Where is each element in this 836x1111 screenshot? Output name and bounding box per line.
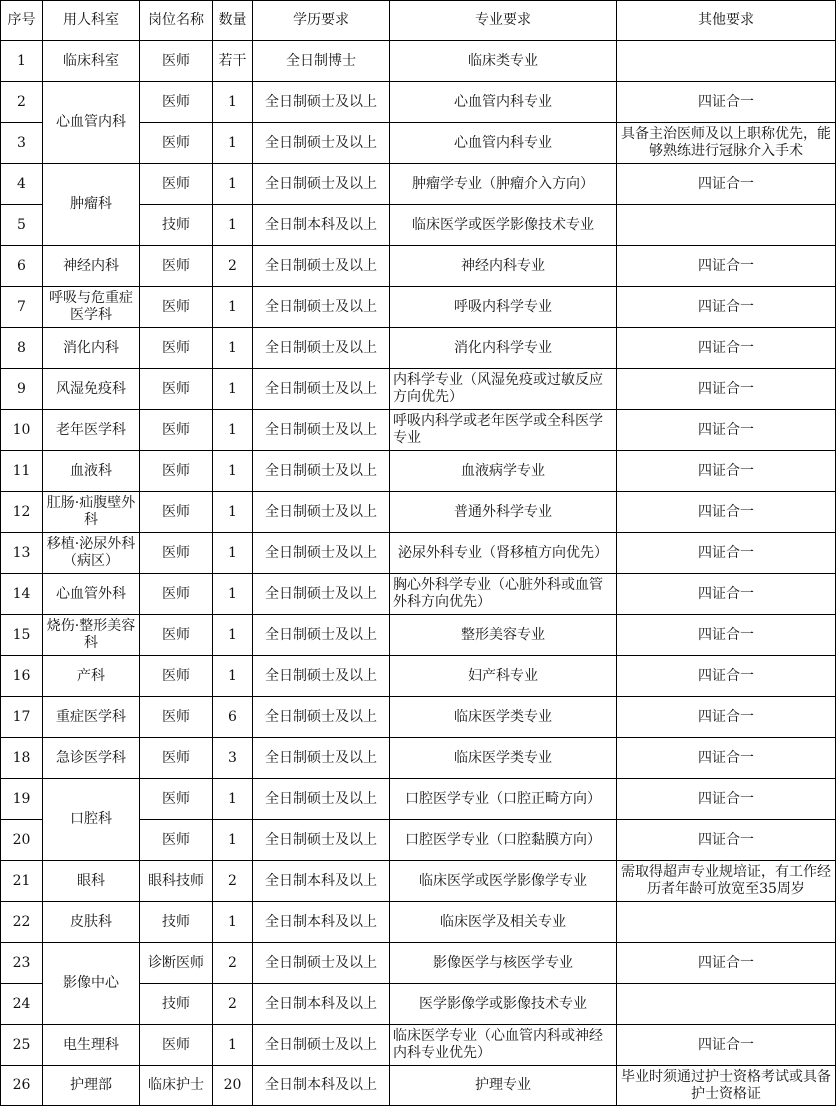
count-cell: 20 xyxy=(213,1066,253,1106)
table-row xyxy=(1,861,836,902)
department-cell: 消化内科 xyxy=(43,328,140,369)
other-requirements-cell: 四证合一 xyxy=(617,451,836,492)
row-number: 2 xyxy=(1,82,43,123)
table-row xyxy=(1,492,836,533)
other-requirements-cell: 四证合一 xyxy=(617,779,836,820)
other-requirements-cell: 四证合一 xyxy=(617,943,836,984)
department-cell: 护理部 xyxy=(43,1066,140,1106)
education-cell: 全日制本科及以上 xyxy=(253,984,390,1025)
post-cell: 医师 xyxy=(140,779,213,820)
header-no: 序号 xyxy=(1,1,43,41)
count-cell: 1 xyxy=(213,410,253,451)
post-cell: 医师 xyxy=(140,123,213,164)
table-row xyxy=(1,697,836,738)
department-cell: 移植·泌尿外科（病区） xyxy=(43,533,140,574)
other-requirements-cell: 四证合一 xyxy=(617,820,836,861)
other-requirements-cell: 四证合一 xyxy=(617,369,836,410)
department-cell: 血液科 xyxy=(43,451,140,492)
major-cell: 医学影像学或影像技术专业 xyxy=(390,984,617,1025)
education-cell: 全日制硕士及以上 xyxy=(253,287,390,328)
education-cell: 全日制本科及以上 xyxy=(253,205,390,246)
table-row xyxy=(1,1066,836,1106)
major-cell: 呼吸内科学专业 xyxy=(390,287,617,328)
row-number: 12 xyxy=(1,492,43,533)
count-cell: 1 xyxy=(213,492,253,533)
department-cell: 急诊医学科 xyxy=(43,738,140,779)
header-dept: 用人科室 xyxy=(43,1,140,41)
department-cell: 风湿免疫科 xyxy=(43,369,140,410)
education-cell: 全日制博士 xyxy=(253,41,390,82)
department-cell: 产科 xyxy=(43,656,140,697)
count-cell: 1 xyxy=(213,123,253,164)
count-cell: 1 xyxy=(213,82,253,123)
row-number: 14 xyxy=(1,574,43,615)
post-cell: 医师 xyxy=(140,656,213,697)
count-cell: 1 xyxy=(213,287,253,328)
post-cell: 医师 xyxy=(140,82,213,123)
row-number: 26 xyxy=(1,1066,43,1106)
department-cell: 烧伤·整形美容科 xyxy=(43,615,140,656)
count-cell: 1 xyxy=(213,369,253,410)
other-requirements-cell: 毕业时须通过护士资格考试或具备护士资格证 xyxy=(617,1066,836,1106)
education-cell: 全日制硕士及以上 xyxy=(253,943,390,984)
major-cell: 普通外科学专业 xyxy=(390,492,617,533)
major-cell: 血液病学专业 xyxy=(390,451,617,492)
department-cell: 老年医学科 xyxy=(43,410,140,451)
table-row xyxy=(1,943,836,984)
major-cell: 临床医学及相关专业 xyxy=(390,902,617,943)
table-row xyxy=(1,574,836,615)
table-row xyxy=(1,902,836,943)
row-number: 22 xyxy=(1,902,43,943)
education-cell: 全日制硕士及以上 xyxy=(253,369,390,410)
other-requirements-cell: 需取得超声专业规培证，有工作经历者年龄可放宽至35周岁 xyxy=(617,861,836,902)
education-cell: 全日制硕士及以上 xyxy=(253,656,390,697)
department-cell: 呼吸与危重症医学科 xyxy=(43,287,140,328)
table-row xyxy=(1,738,836,779)
table-row xyxy=(1,369,836,410)
major-cell: 心血管内科专业 xyxy=(390,82,617,123)
count-cell: 1 xyxy=(213,779,253,820)
count-cell: 1 xyxy=(213,451,253,492)
post-cell: 医师 xyxy=(140,533,213,574)
post-cell: 临床护士 xyxy=(140,1066,213,1106)
department-cell: 心血管外科 xyxy=(43,574,140,615)
education-cell: 全日制硕士及以上 xyxy=(253,492,390,533)
post-cell: 眼科技师 xyxy=(140,861,213,902)
education-cell: 全日制硕士及以上 xyxy=(253,820,390,861)
count-cell: 1 xyxy=(213,902,253,943)
major-cell: 护理专业 xyxy=(390,1066,617,1106)
table-body xyxy=(1,41,836,1106)
table-row xyxy=(1,246,836,287)
major-cell: 内科学专业（风湿免疫或过敏反应方向优先） xyxy=(390,369,617,410)
department-cell: 口腔科 xyxy=(43,779,140,861)
other-requirements-cell: 四证合一 xyxy=(617,82,836,123)
major-cell: 临床类专业 xyxy=(390,41,617,82)
major-cell: 呼吸内科学或老年医学或全科医学专业 xyxy=(390,410,617,451)
department-cell: 临床科室 xyxy=(43,41,140,82)
department-cell: 影像中心 xyxy=(43,943,140,1025)
count-cell: 1 xyxy=(213,205,253,246)
row-number: 13 xyxy=(1,533,43,574)
post-cell: 医师 xyxy=(140,164,213,205)
major-cell: 口腔医学专业（口腔正畸方向） xyxy=(390,779,617,820)
education-cell: 全日制硕士及以上 xyxy=(253,123,390,164)
other-requirements-cell xyxy=(617,205,836,246)
department-cell: 眼科 xyxy=(43,861,140,902)
table-row xyxy=(1,779,836,820)
row-number: 11 xyxy=(1,451,43,492)
row-number: 6 xyxy=(1,246,43,287)
table-row xyxy=(1,82,836,123)
row-number: 8 xyxy=(1,328,43,369)
major-cell: 临床医学或医学影像学专业 xyxy=(390,861,617,902)
major-cell: 心血管内科专业 xyxy=(390,123,617,164)
major-cell: 临床医学或医学影像技术专业 xyxy=(390,205,617,246)
department-cell: 心血管内科 xyxy=(43,82,140,164)
header-other: 其他要求 xyxy=(617,1,836,41)
count-cell: 1 xyxy=(213,574,253,615)
header-post: 岗位名称 xyxy=(140,1,213,41)
count-cell: 3 xyxy=(213,738,253,779)
education-cell: 全日制硕士及以上 xyxy=(253,738,390,779)
row-number: 20 xyxy=(1,820,43,861)
education-cell: 全日制本科及以上 xyxy=(253,861,390,902)
other-requirements-cell: 四证合一 xyxy=(617,287,836,328)
other-requirements-cell: 四证合一 xyxy=(617,1025,836,1066)
post-cell: 医师 xyxy=(140,574,213,615)
education-cell: 全日制硕士及以上 xyxy=(253,779,390,820)
major-cell: 影像医学与核医学专业 xyxy=(390,943,617,984)
post-cell: 技师 xyxy=(140,902,213,943)
header-major: 专业要求 xyxy=(390,1,617,41)
table-row xyxy=(1,615,836,656)
major-cell: 肿瘤学专业（肿瘤介入方向） xyxy=(390,164,617,205)
education-cell: 全日制硕士及以上 xyxy=(253,615,390,656)
post-cell: 医师 xyxy=(140,410,213,451)
row-number: 24 xyxy=(1,984,43,1025)
major-cell: 神经内科专业 xyxy=(390,246,617,287)
post-cell: 医师 xyxy=(140,1025,213,1066)
table-row xyxy=(1,164,836,205)
post-cell: 诊断医师 xyxy=(140,943,213,984)
department-cell: 电生理科 xyxy=(43,1025,140,1066)
other-requirements-cell: 四证合一 xyxy=(617,164,836,205)
major-cell: 口腔医学专业（口腔黏膜方向） xyxy=(390,820,617,861)
row-number: 16 xyxy=(1,656,43,697)
other-requirements-cell: 四证合一 xyxy=(617,410,836,451)
header-edu: 学历要求 xyxy=(253,1,390,41)
department-cell: 肿瘤科 xyxy=(43,164,140,246)
other-requirements-cell xyxy=(617,984,836,1025)
count-cell: 1 xyxy=(213,1025,253,1066)
education-cell: 全日制硕士及以上 xyxy=(253,82,390,123)
count-cell: 2 xyxy=(213,943,253,984)
table-row xyxy=(1,41,836,82)
row-number: 5 xyxy=(1,205,43,246)
other-requirements-cell: 四证合一 xyxy=(617,656,836,697)
post-cell: 技师 xyxy=(140,205,213,246)
post-cell: 医师 xyxy=(140,369,213,410)
major-cell: 泌尿外科专业（肾移植方向优先） xyxy=(390,533,617,574)
department-cell: 肛肠·疝腹壁外科 xyxy=(43,492,140,533)
major-cell: 临床医学专业（心血管内科或神经内科专业优先） xyxy=(390,1025,617,1066)
department-cell: 皮肤科 xyxy=(43,902,140,943)
major-cell: 临床医学类专业 xyxy=(390,738,617,779)
department-cell: 神经内科 xyxy=(43,246,140,287)
count-cell: 2 xyxy=(213,246,253,287)
other-requirements-cell: 四证合一 xyxy=(617,615,836,656)
post-cell: 医师 xyxy=(140,287,213,328)
table-row xyxy=(1,533,836,574)
count-cell: 1 xyxy=(213,615,253,656)
other-requirements-cell: 四证合一 xyxy=(617,697,836,738)
post-cell: 医师 xyxy=(140,451,213,492)
education-cell: 全日制硕士及以上 xyxy=(253,328,390,369)
row-number: 4 xyxy=(1,164,43,205)
row-number: 23 xyxy=(1,943,43,984)
education-cell: 全日制硕士及以上 xyxy=(253,533,390,574)
row-number: 25 xyxy=(1,1025,43,1066)
post-cell: 医师 xyxy=(140,41,213,82)
count-cell: 6 xyxy=(213,697,253,738)
post-cell: 医师 xyxy=(140,328,213,369)
table-row xyxy=(1,656,836,697)
header-row xyxy=(1,1,836,41)
post-cell: 医师 xyxy=(140,697,213,738)
table-row xyxy=(1,287,836,328)
other-requirements-cell: 四证合一 xyxy=(617,738,836,779)
table-row xyxy=(1,451,836,492)
row-number: 1 xyxy=(1,41,43,82)
row-number: 17 xyxy=(1,697,43,738)
other-requirements-cell: 四证合一 xyxy=(617,533,836,574)
other-requirements-cell: 四证合一 xyxy=(617,328,836,369)
education-cell: 全日制硕士及以上 xyxy=(253,574,390,615)
post-cell: 医师 xyxy=(140,820,213,861)
major-cell: 胸心外科学专业（心脏外科或血管外科方向优先） xyxy=(390,574,617,615)
count-cell: 若干 xyxy=(213,41,253,82)
department-cell: 重症医学科 xyxy=(43,697,140,738)
education-cell: 全日制硕士及以上 xyxy=(253,1025,390,1066)
major-cell: 妇产科专业 xyxy=(390,656,617,697)
table-row xyxy=(1,328,836,369)
row-number: 3 xyxy=(1,123,43,164)
other-requirements-cell: 四证合一 xyxy=(617,574,836,615)
other-requirements-cell: 四证合一 xyxy=(617,492,836,533)
post-cell: 医师 xyxy=(140,738,213,779)
major-cell: 消化内科学专业 xyxy=(390,328,617,369)
education-cell: 全日制硕士及以上 xyxy=(253,164,390,205)
count-cell: 1 xyxy=(213,164,253,205)
education-cell: 全日制本科及以上 xyxy=(253,902,390,943)
education-cell: 全日制硕士及以上 xyxy=(253,410,390,451)
major-cell: 整形美容专业 xyxy=(390,615,617,656)
row-number: 9 xyxy=(1,369,43,410)
row-number: 10 xyxy=(1,410,43,451)
row-number: 18 xyxy=(1,738,43,779)
post-cell: 医师 xyxy=(140,492,213,533)
count-cell: 2 xyxy=(213,861,253,902)
education-cell: 全日制硕士及以上 xyxy=(253,697,390,738)
other-requirements-cell xyxy=(617,902,836,943)
other-requirements-cell xyxy=(617,41,836,82)
count-cell: 2 xyxy=(213,984,253,1025)
row-number: 19 xyxy=(1,779,43,820)
count-cell: 1 xyxy=(213,533,253,574)
education-cell: 全日制本科及以上 xyxy=(253,1066,390,1106)
count-cell: 1 xyxy=(213,820,253,861)
education-cell: 全日制硕士及以上 xyxy=(253,246,390,287)
post-cell: 技师 xyxy=(140,984,213,1025)
other-requirements-cell: 具备主治医师及以上职称优先，能够熟练进行冠脉介入手术 xyxy=(617,123,836,164)
row-number: 21 xyxy=(1,861,43,902)
header-count: 数量 xyxy=(213,1,253,41)
count-cell: 1 xyxy=(213,328,253,369)
table-row xyxy=(1,1025,836,1066)
major-cell: 临床医学类专业 xyxy=(390,697,617,738)
row-number: 15 xyxy=(1,615,43,656)
post-cell: 医师 xyxy=(140,615,213,656)
other-requirements-cell: 四证合一 xyxy=(617,246,836,287)
education-cell: 全日制硕士及以上 xyxy=(253,451,390,492)
count-cell: 1 xyxy=(213,656,253,697)
post-cell: 医师 xyxy=(140,246,213,287)
row-number: 7 xyxy=(1,287,43,328)
table-row xyxy=(1,410,836,451)
